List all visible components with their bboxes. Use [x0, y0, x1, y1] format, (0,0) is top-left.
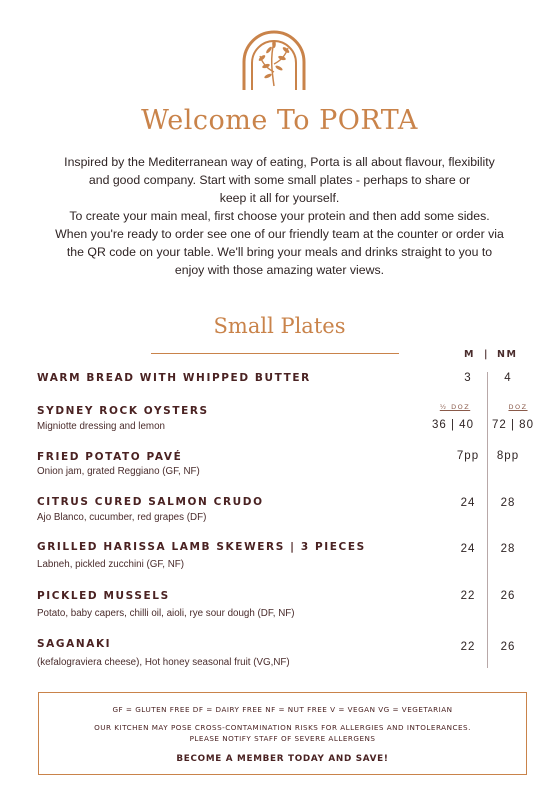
section-divider [151, 353, 399, 354]
menu-item-name: PICKLED MUSSELS [37, 590, 170, 602]
price-m: 24 [460, 543, 476, 555]
menu-item-name: FRIED POTATO PAVÉ [37, 451, 183, 463]
column-header-separator: | [484, 349, 489, 360]
allergen-notice-box [38, 692, 527, 775]
section-title: Small Plates [213, 314, 346, 338]
menu-item-name: SYDNEY ROCK OYSTERS [37, 405, 209, 417]
menu-item-description: Labneh, pickled zucchini (GF, NF) [37, 559, 185, 570]
price-m: 22 [460, 641, 476, 653]
price-nm: 28 [500, 543, 516, 555]
menu-item-description: Potato, baby capers, chilli oil, aioli, rye sour dough (DF, NF) [37, 608, 295, 619]
menu-item-description: Ajo Blanco, cucumber, red grapes (DF) [37, 512, 207, 523]
price-nm: 26 [500, 590, 516, 602]
price-nm: 72 | 80 [492, 419, 534, 431]
page-title: Welcome To PORTA [141, 105, 418, 136]
menu-item-description: Onion jam, grated Reggiano (GF, NF) [37, 466, 200, 477]
menu-item-name: CITRUS CURED SALMON CRUDO [37, 496, 264, 508]
price-m: 22 [460, 590, 476, 602]
intro-line: When you're ready to order see one of our friendly team at the counter or order via [55, 227, 504, 241]
column-header-m: M [464, 349, 475, 360]
intro-line: and good company. Start with some small plates - perhaps to share or [88, 173, 471, 187]
menu-item-description: (kefalograviera cheese), Hot honey seasonal fruit (VG,NF) [37, 657, 290, 668]
price-m: 7pp [456, 450, 480, 462]
column-header-nm: NM [497, 349, 518, 360]
price-nm: 4 [504, 372, 512, 384]
half-dozen-label: ½ DOZ [439, 403, 471, 411]
price-m: 24 [460, 497, 476, 509]
intro-line: keep it all for yourself. [219, 191, 340, 205]
membership-cta: BECOME A MEMBER TODAY AND SAVE! [176, 754, 389, 764]
allergen-warning: PLEASE NOTIFY STAFF OF SEVERE ALLERGENS [189, 734, 376, 743]
dozen-label: DOZ [508, 403, 528, 411]
dietary-legend: GF = GLUTEN FREE DF = DAIRY FREE NF = NUT FREE V = VEGAN VG = VEGETARIAN [112, 705, 453, 714]
intro-line: Inspired by the Mediterranean way of eating, Porta is all about flavour, flexibility [64, 155, 495, 169]
price-column-divider [487, 372, 488, 668]
price-nm: 26 [500, 641, 516, 653]
menu-item-name: SAGANAKI [37, 638, 112, 650]
menu-item-description: Migniotte dressing and lemon [37, 421, 165, 432]
intro-text [40, 153, 519, 279]
price-nm: 28 [500, 497, 516, 509]
price-m: 3 [464, 372, 472, 384]
intro-line: enjoy with those amazing water views. [174, 263, 385, 277]
intro-line: To create your main meal, first choose your protein and then add some sides. [69, 209, 490, 223]
intro-line: the QR code on your table. We'll bring your meals and drinks straight to you to [66, 245, 493, 259]
menu-item-name: GRILLED HARISSA LAMB SKEWERS | 3 PIECES [37, 541, 366, 553]
price-m: 36 | 40 [432, 419, 474, 431]
menu-item-name: WARM BREAD WITH WHIPPED BUTTER [37, 372, 311, 384]
arch-olive-branch-icon [236, 28, 312, 90]
allergen-warning: OUR KITCHEN MAY POSE CROSS-CONTAMINATION RISKS FOR ALLERGIES AND INTOLERANCES. [94, 723, 471, 732]
price-nm: 8pp [496, 450, 520, 462]
